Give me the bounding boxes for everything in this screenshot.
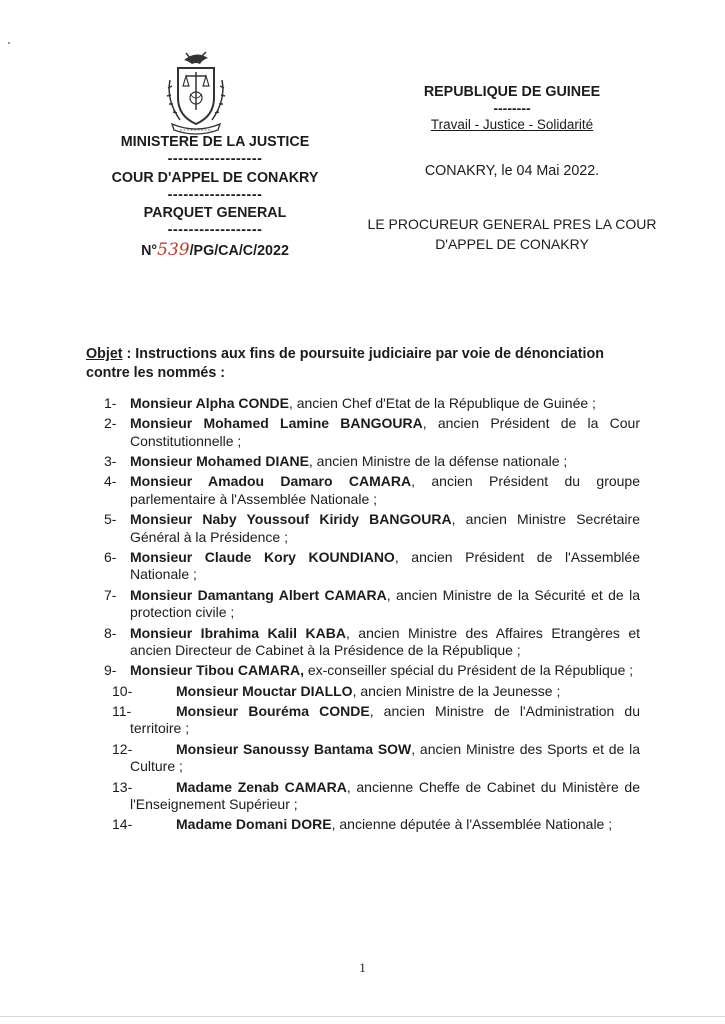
person-name: Monsieur Mouctar DIALLO [176,682,353,699]
person-name: Monsieur Claude Kory KOUNDIANO [130,548,395,565]
person-name: Monsieur Alpha CONDE [130,395,289,411]
person-name: Monsieur Ibrahima Kalil KABA [130,624,346,641]
list-item-number: 6- [104,548,117,565]
list-item [80,395,640,413]
page-number: 1 [359,960,366,975]
list-item [80,511,640,546]
scan-speck [8,42,10,44]
person-description: , ancien Ministre de la défense nationale ; [308,453,568,470]
person-description: , ancien Président de la Cour Constitutionnelle ; [130,415,640,449]
coat-of-arms-seal-icon [156,50,236,136]
reference-prefix: N° [141,243,158,259]
person-description: , ancien Ministre Secrétaire Général à la Présidence ; [130,511,640,545]
list-item-number: 13- [112,778,133,795]
list-item-number: 10- [112,682,133,699]
person-name: Monsieur Tibou CAMARA, [130,662,304,679]
subject-text: Instructions aux fins de poursuite judiciaire par voie de dénonciation contre les nommés : [86,346,604,381]
person-name: Monsieur Bouréma CONDE [176,702,370,719]
separator: ------------------ [167,222,263,238]
page-bottom-edge [0,1016,725,1017]
list-item [80,683,640,701]
list-item-number: 2- [104,415,117,432]
list-item [80,473,640,508]
national-motto: Travail - Justice - Solidarité [430,117,594,132]
list-item [80,779,640,814]
list-item [80,549,640,584]
subject-label: Objet [86,346,123,362]
separator: ------------------ [167,151,263,167]
reference-number [70,240,360,260]
person-description: , ancienne députée à l'Assemblée Nationale ; [331,816,613,833]
subject-line [86,345,646,382]
person-name: Monsieur Amadou Damaro CAMARA [130,473,412,490]
list-item-number: 5- [104,511,117,528]
list-item-text [130,741,640,775]
list-item [80,662,640,680]
person-description: , ancien Ministre de la Sécurité et de la protection civile ; [130,586,640,621]
person-description: , ancien Chef d'Etat de la République de Guinée ; [288,395,596,411]
list-item-number: 1- [104,395,117,411]
list-item [80,816,640,834]
person-name: Monsieur Sanoussy Bantama SOW [176,740,412,757]
list-item [80,703,640,738]
list-item-number: 8- [104,624,117,641]
person-name: Madame Zenab CAMARA [176,778,347,795]
separator: -------- [493,100,531,116]
person-description: , ancien Ministre de l'Administration du territoire ; [130,702,641,737]
list-item-number: 3- [104,453,117,470]
list-item [80,415,640,450]
person-name: Monsieur Damantang Albert CAMARA [130,586,387,603]
person-description: , ancien Président du groupe parlementaire à l'Assemblée Nationale ; [130,473,640,507]
list-item-number: 12- [112,740,133,757]
list-item-number: 14- [112,816,133,833]
person-description: , ancien Ministre de la Jeunesse ; [352,682,561,699]
parquet-title: PARQUET GENERAL [143,205,287,221]
list-item-text [130,683,560,699]
republic-title: REPUBLIQUE DE GUINEE [423,84,601,100]
accused-list [80,395,640,837]
ministry-title: MINISTERE DE LA JUSTICE [120,134,310,150]
issuer-line-1: LE PROCUREUR GENERAL PRES LA COUR [367,216,657,232]
person-name: Monsieur Mohamed Lamine BANGOURA [130,415,423,432]
document-date: CONAKRY, le 04 Mai 2022. [424,163,600,179]
reference-suffix: /PG/CA/C/2022 [189,243,289,259]
list-item [80,453,640,471]
list-item-text [130,816,612,832]
list-item-number: 11- [112,702,132,719]
person-description: ex-conseiller spécial du Président de la République ; [303,662,634,679]
list-item-text [130,703,640,737]
person-name: Monsieur Naby Youssouf Kiridy BANGOURA [130,511,452,528]
subject-colon: : [122,346,136,362]
list-item-number: 9- [104,662,117,679]
person-description: , ancien Président de l'Assemblée Nationale ; [130,548,640,583]
separator: ------------------ [167,187,263,203]
list-item [80,741,640,776]
person-description: , ancien Ministre des Sports et de la Culture ; [130,740,641,775]
issuer-line-2: D'APPEL DE CONAKRY [435,236,589,252]
person-description: , ancienne Cheffe de Cabinet du Ministère de l'Enseignement Supérieur ; [130,778,640,813]
list-item-number: 4- [104,473,117,490]
person-name: Monsieur Mohamed DIANE [130,453,309,470]
list-item-number: 7- [104,586,117,603]
list-item [80,625,640,660]
person-name: Madame Domani DORE [176,816,332,833]
list-item-text [130,779,640,813]
handwritten-number: 539 [157,240,190,260]
court-title: COUR D'APPEL DE CONAKRY [111,170,319,186]
person-description: , ancien Ministre des Affaires Etrangères et ancien Directeur de Cabinet à la Présidence de la République ; [130,624,640,659]
list-item [80,587,640,622]
